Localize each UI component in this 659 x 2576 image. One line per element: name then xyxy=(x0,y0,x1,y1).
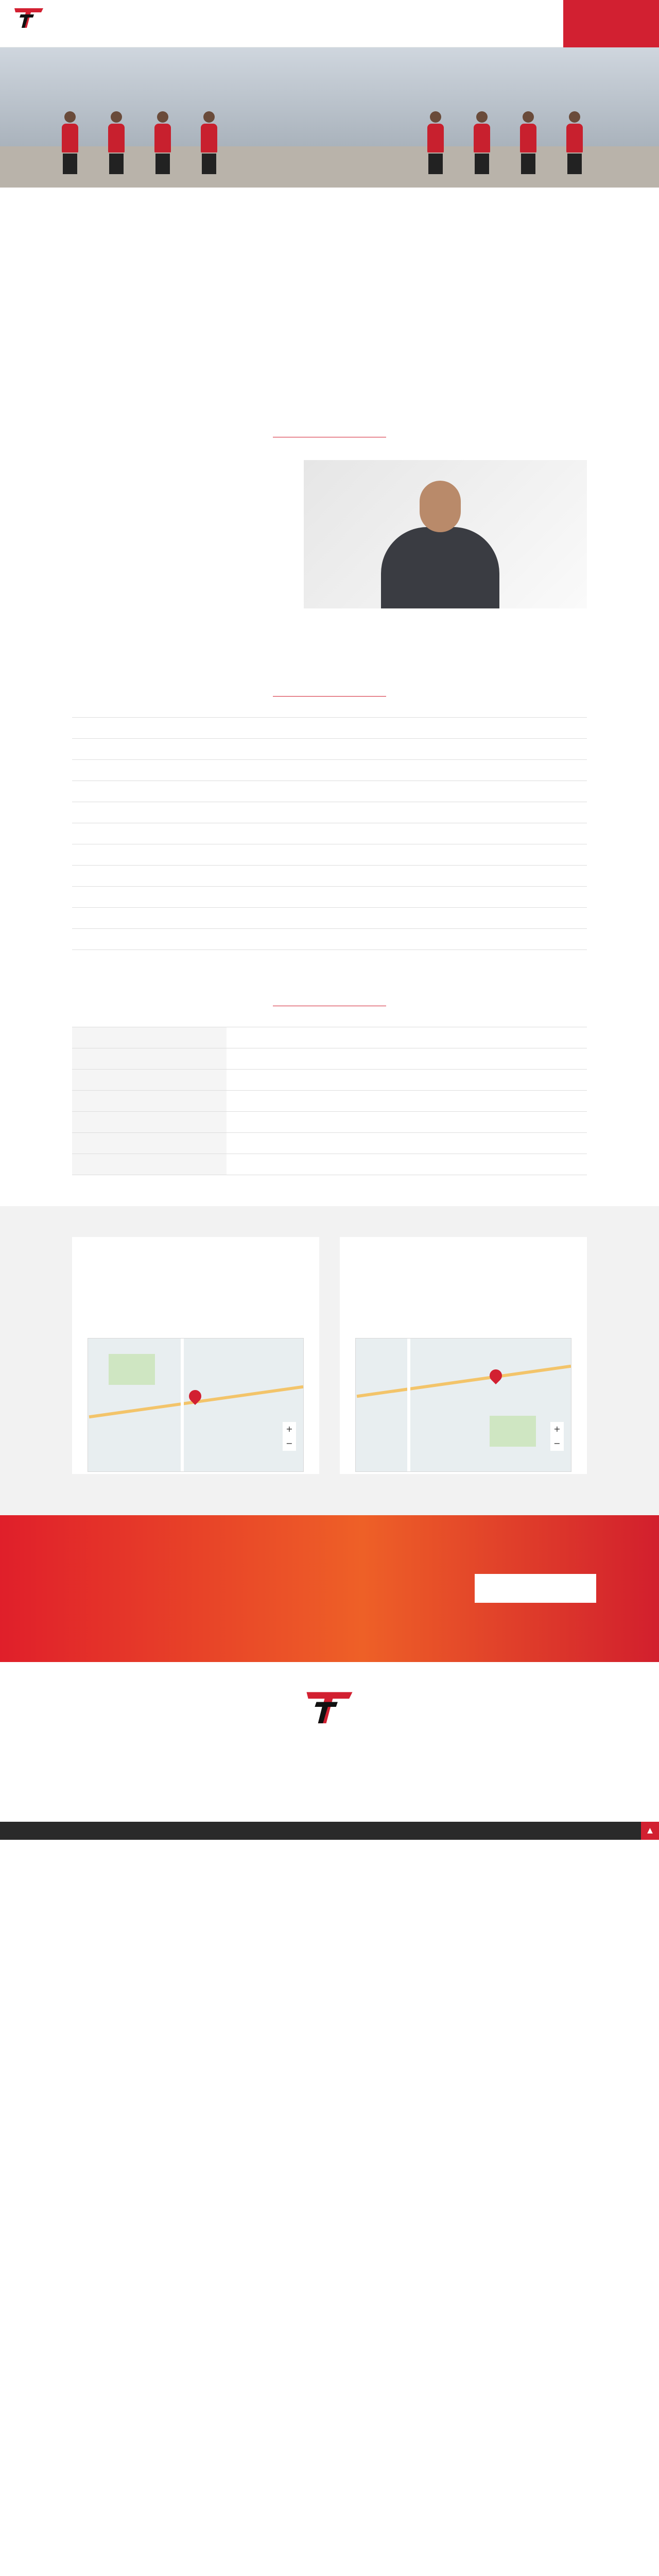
logo-mark-icon xyxy=(13,6,44,29)
nav-item-recruit[interactable] xyxy=(316,13,360,16)
staff-figure xyxy=(566,111,583,174)
office-card-head xyxy=(72,1237,319,1474)
motto-item xyxy=(252,252,407,267)
site-footer xyxy=(0,1662,659,1822)
motto-item xyxy=(252,304,407,318)
table-row xyxy=(72,1027,587,1048)
greeting-body xyxy=(72,460,587,646)
office-map[interactable] xyxy=(355,1338,571,1472)
nav-item-business[interactable] xyxy=(222,13,266,16)
company-logo[interactable] xyxy=(9,6,56,41)
table-row xyxy=(72,1091,587,1112)
motto-item xyxy=(252,355,407,370)
president-photo xyxy=(304,460,587,608)
motto-list xyxy=(252,252,407,370)
table-row xyxy=(72,866,587,887)
greeting-paragraph xyxy=(72,477,293,483)
nav-item-news[interactable] xyxy=(269,13,313,16)
table-row xyxy=(72,844,587,866)
info-heading xyxy=(0,696,659,697)
back-to-top-icon[interactable]: ▲ xyxy=(641,1822,659,1840)
motto-item xyxy=(252,278,407,293)
table-row xyxy=(72,781,587,802)
footer-logo-icon[interactable] xyxy=(294,1689,365,1725)
info-table xyxy=(72,717,587,950)
staff-figure xyxy=(201,111,217,174)
table-row xyxy=(72,1048,587,1070)
hero-title xyxy=(0,101,659,104)
hero-banner xyxy=(0,47,659,188)
map-pin-icon[interactable] xyxy=(487,1367,505,1384)
table-row xyxy=(72,739,587,760)
table-row xyxy=(72,760,587,781)
staff-figure xyxy=(520,111,536,174)
office-map[interactable] xyxy=(88,1338,304,1472)
staff-figure xyxy=(474,111,490,174)
greeting-paragraph xyxy=(72,460,293,466)
table-row xyxy=(72,929,587,950)
staff-figure xyxy=(108,111,125,174)
company-motto-section xyxy=(0,188,659,412)
office-card-logistics xyxy=(340,1237,587,1474)
header-contact-button[interactable] xyxy=(563,0,659,47)
company-outline-section xyxy=(0,976,659,1206)
heading-rule xyxy=(273,696,386,697)
staff-figure xyxy=(62,111,78,174)
global-nav xyxy=(129,13,363,16)
motto-item xyxy=(252,330,407,344)
contact-mail-button[interactable] xyxy=(475,1574,596,1603)
map-zoom-control[interactable]: + − xyxy=(550,1422,564,1451)
map-zoom-control[interactable]: + − xyxy=(283,1422,296,1451)
header-tel[interactable] xyxy=(458,11,556,13)
outline-table xyxy=(72,1027,587,1175)
nav-item-top[interactable] xyxy=(129,13,172,16)
contact-banner xyxy=(0,1515,659,1662)
site-header xyxy=(0,0,659,47)
greeting-section xyxy=(0,412,659,676)
staff-figure xyxy=(427,111,444,174)
nav-item-company[interactable] xyxy=(176,13,219,16)
table-row xyxy=(72,718,587,739)
table-row xyxy=(72,1133,587,1154)
table-row xyxy=(72,887,587,908)
table-row xyxy=(72,1070,587,1091)
table-row xyxy=(72,802,587,823)
greeting-text xyxy=(72,460,293,493)
company-info-section xyxy=(0,676,659,976)
table-row xyxy=(72,908,587,929)
copyright-bar xyxy=(0,1822,659,1840)
offices-section xyxy=(0,1206,659,1515)
staff-figure xyxy=(154,111,171,174)
table-row xyxy=(72,823,587,844)
table-row xyxy=(72,1112,587,1133)
table-row xyxy=(72,1154,587,1175)
hero-ground xyxy=(0,146,659,188)
